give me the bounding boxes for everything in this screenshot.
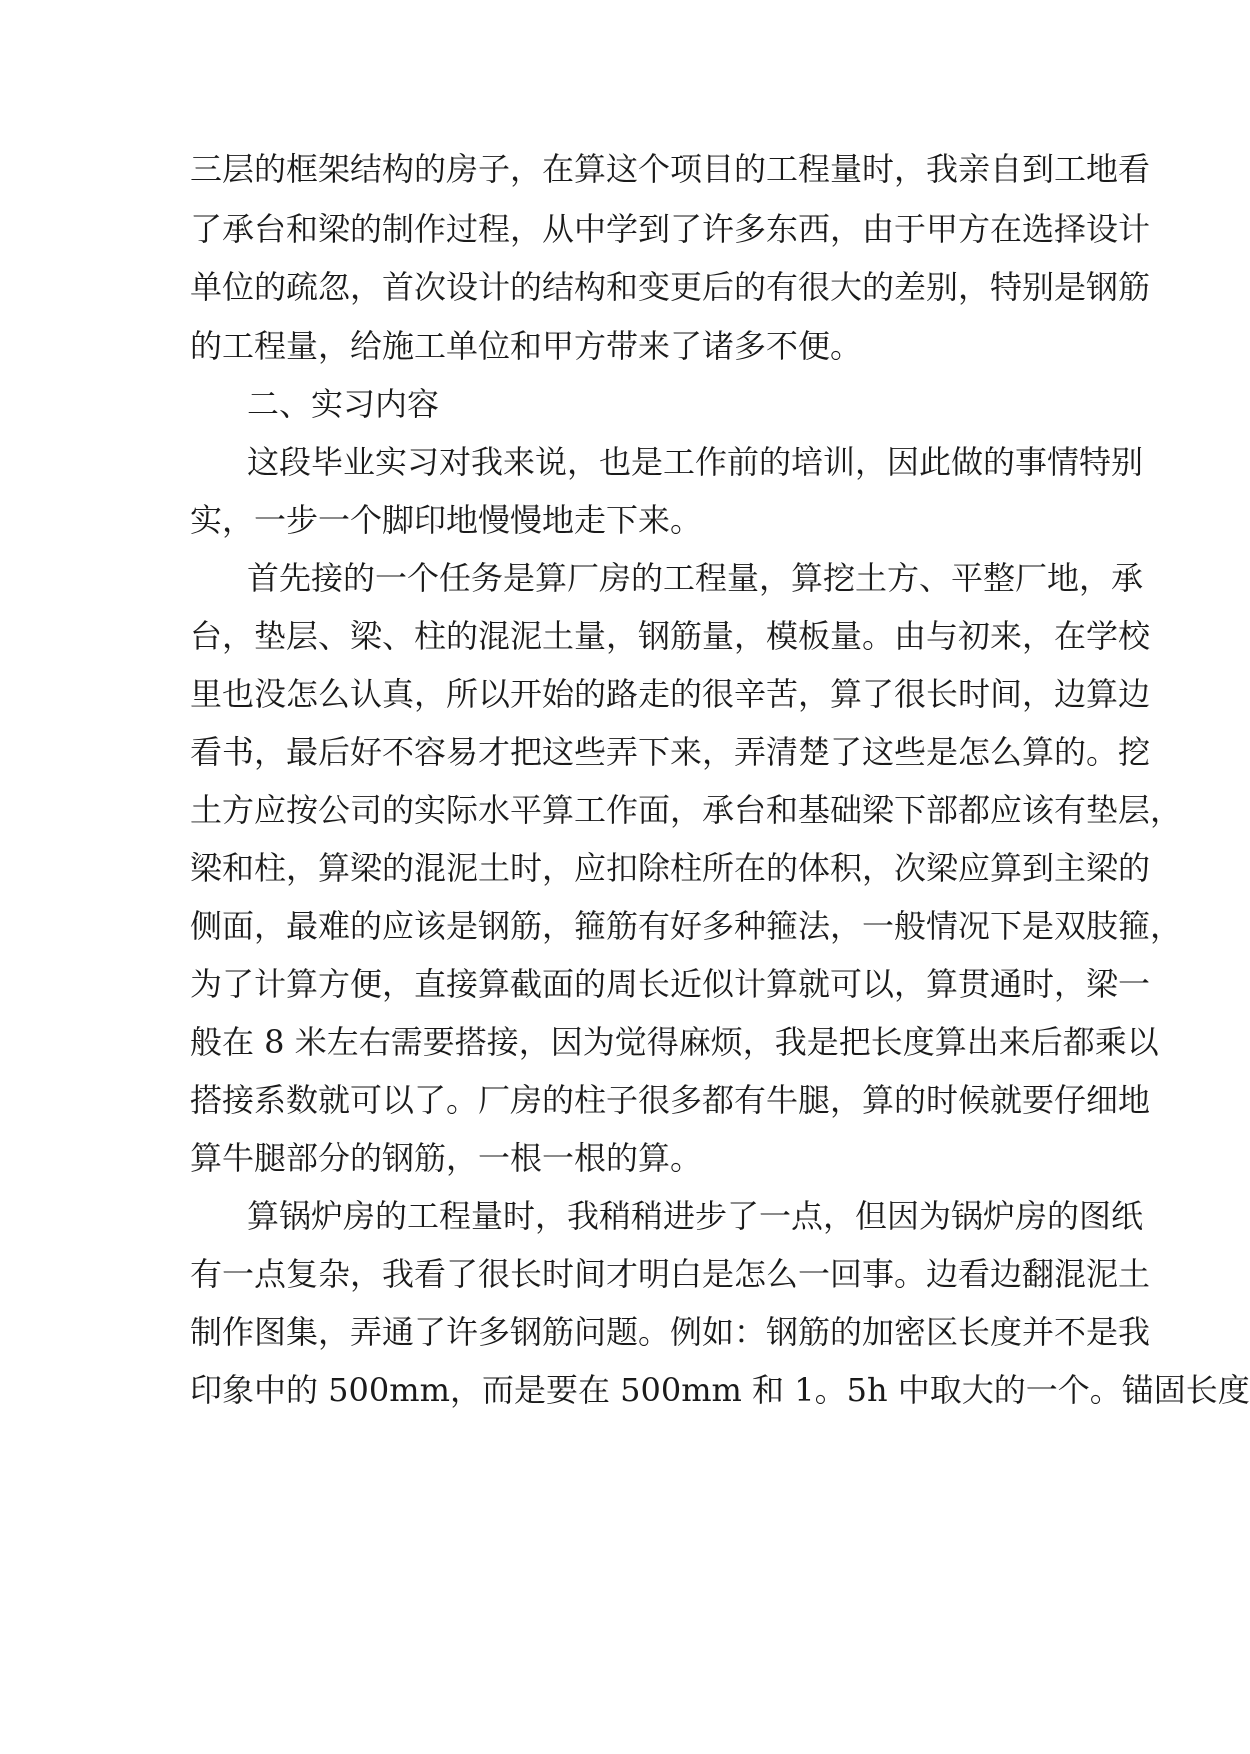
text-line: 三层的框架结构的房子，在算这个项目的工程量时，我亲自到工地看 (190, 150, 1151, 188)
text-line: 侧面，最难的应该是钢筋，箍筋有好多种箍法，一般情况下是双肢箍， (190, 907, 1183, 945)
text-line: 里也没怎么认真，所以开始的路走的很辛苦，算了很长时间，边算边 (190, 675, 1151, 713)
text-line: 土方应按公司的实际水平算工作面，承台和基础梁下部都应该有垫层， (190, 791, 1183, 829)
text-line: 首先接的一个任务是算厂房的工程量，算挖土方、平整厂地，承 (247, 559, 1144, 597)
text-line: 看书，最后好不容易才把这些弄下来，弄清楚了这些是怎么算的。挖 (190, 733, 1151, 771)
text-line: 算牛腿部分的钢筋，一根一根的算。 (190, 1139, 703, 1177)
text-line: 算锅炉房的工程量时，我稍稍进步了一点，但因为锅炉房的图纸 (247, 1197, 1144, 1235)
text-line: 为了计算方便，直接算截面的周长近似计算就可以，算贯通时，梁一 (190, 965, 1151, 1003)
text-line: 了承台和梁的制作过程，从中学到了许多东西，由于甲方在选择设计 (190, 210, 1151, 248)
text-line: 有一点复杂，我看了很长时间才明白是怎么一回事。边看边翻混泥土 (190, 1255, 1151, 1293)
section-heading: 二、实习内容 (247, 385, 440, 423)
text-line: 梁和柱，算梁的混泥土时，应扣除柱所在的体积，次梁应算到主梁的 (190, 849, 1151, 887)
text-line: 搭接系数就可以了。厂房的柱子很多都有牛腿，算的时候就要仔细地 (190, 1081, 1151, 1119)
text-line: 这段毕业实习对我来说，也是工作前的培训，因此做的事情特别 (247, 443, 1144, 481)
text-line: 的工程量，给施工单位和甲方带来了诸多不便。 (190, 327, 863, 365)
text-line: 单位的疏忽，首次设计的结构和变更后的有很大的差别，特别是钢筋 (190, 268, 1151, 306)
text-line: 印象中的 500mm，而是要在 500mm 和 1。5h 中取大的一个。锚固长度 (190, 1371, 1250, 1409)
text-line: 般在 8 米左右需要搭接，因为觉得麻烦，我是把长度算出来后都乘以 (190, 1023, 1159, 1061)
text-line: 制作图集，弄通了许多钢筋问题。例如：钢筋的加密区长度并不是我 (190, 1313, 1151, 1351)
text-line: 台，垫层、梁、柱的混泥土量，钢筋量，模板量。由与初来，在学校 (190, 617, 1151, 655)
text-line: 实，一步一个脚印地慢慢地走下来。 (190, 501, 703, 539)
